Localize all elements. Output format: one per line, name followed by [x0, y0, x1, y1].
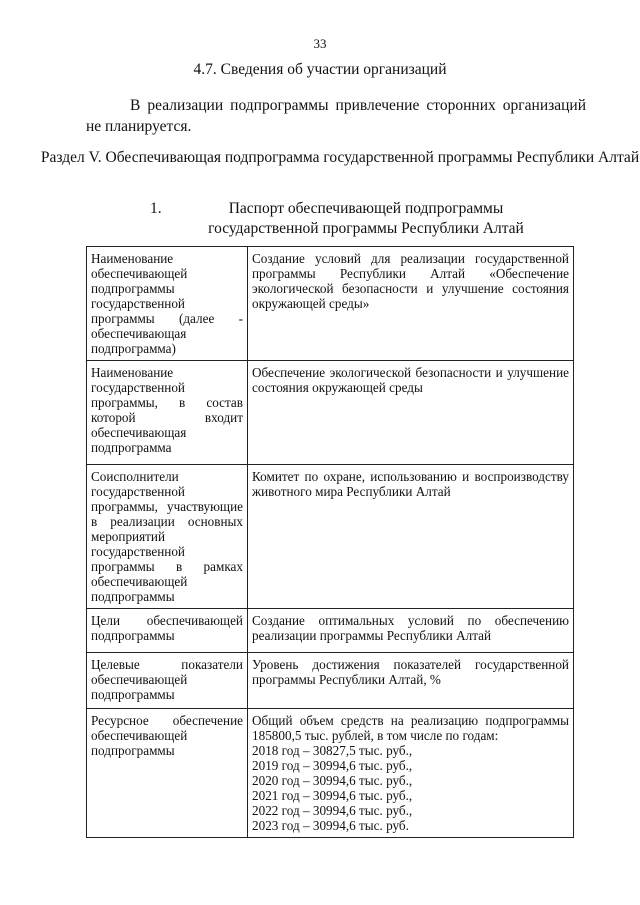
resource-year-line: 2022 год – 30994,6 тыс. руб.,	[252, 803, 413, 818]
table-row	[87, 709, 574, 838]
passport-title: Паспорт обеспечивающей подпрограммы государственной программы Республики Алтай	[208, 200, 524, 237]
table-row	[87, 653, 574, 709]
resource-year-line: 2019 год – 30994,6 тыс. руб.,	[252, 758, 413, 773]
row-label: Цели обеспечивающей подпрограммы	[87, 609, 248, 653]
passport-table	[86, 246, 574, 838]
row-value	[248, 709, 574, 838]
row-value: Комитет по охране, использованию и воспроизводству животного мира Республики Алтай	[248, 465, 574, 609]
passport-heading	[130, 199, 560, 239]
passport-number: 1.	[150, 200, 162, 217]
row-label: Соисполнители государственной программы, участвующие в реализации основных мероприятий государственной программы в рамках обеспечивающей подпрограммы	[87, 465, 248, 609]
resource-year-line: 2018 год – 30827,5 тыс. руб.,	[252, 743, 413, 758]
table-row	[87, 609, 574, 653]
section-v-title: Раздел V. Обеспечивающая подпрограмма государственной программы Республики Алтай	[40, 149, 640, 166]
row-value: Уровень достижения показателей государственной программы Республики Алтай, %	[248, 653, 574, 709]
row-label: Целевые показатели обеспечивающей подпрограммы	[87, 653, 248, 709]
row-value: Создание условий для реализации государственной программы Республики Алтай «Обеспечение экологической безопасности и улучшение состояния окружающей среды»	[248, 247, 574, 361]
table-row	[87, 361, 574, 465]
row-label: Наименование государственной программы, в состав которой входит обеспечивающая подпрограмма	[87, 361, 248, 465]
resource-year-line: 2023 год – 30994,6 тыс. руб.	[252, 818, 409, 833]
row-value: Обеспечение экологической безопасности и улучшение состояния окружающей среды	[248, 361, 574, 465]
resource-year-line: 2020 год – 30994,6 тыс. руб.,	[252, 773, 413, 788]
row-label: Наименование обеспечивающей подпрограммы государственной программы (далее - обеспечивающая подпрограмма)	[87, 247, 248, 361]
section-4-7-text: В реализации подпрограммы привлечение сторонних организаций не планируется.	[86, 97, 586, 135]
resource-year-line: 2021 год – 30994,6 тыс. руб.,	[252, 788, 413, 803]
table-row	[87, 247, 574, 361]
table-row	[87, 465, 574, 609]
row-label: Ресурсное обеспечение обеспечивающей подпрограммы	[87, 709, 248, 838]
row-value: Создание оптимальных условий по обеспечению реализации программы Республики Алтай	[248, 609, 574, 653]
page-number: 33	[313, 36, 327, 51]
resource-summary: Общий объем средств на реализацию подпрограммы 185800,5 тыс. рублей, в том числе по годам:	[252, 713, 569, 743]
section-4-7-title: 4.7. Сведения об участии организаций	[193, 61, 447, 78]
